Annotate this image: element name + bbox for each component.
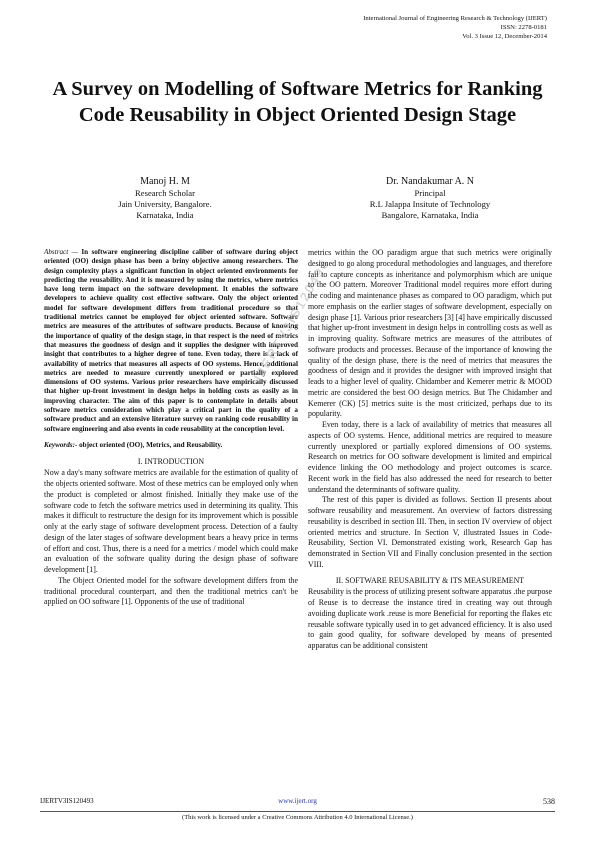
footer-page-number: 538 — [543, 797, 555, 806]
author-1 — [80, 175, 250, 221]
footer-license: (This work is licensed under a Creative Commons Attribution 4.0 International License.) — [182, 814, 413, 821]
right-paragraph-3: The rest of this paper is divided as follows. Section II presents about software reusability and measurement. An overview of factors distressing reusability is described in section III. Then, in section IV overview of object oriented metrics and structure. In Section V, illustrated Issues in Code-Reusability, Section VI. Demonstrated existing work, Research Gap has demonstrated in Section VII and Finally conclusion presented in the section VIII. — [308, 495, 552, 569]
author-1-affiliation: Jain University, Bangalore. — [118, 199, 212, 209]
intro-paragraph-2: The Object Oriented model for the software development differs from the traditional procedural counterpart, and then the traditional metrics can't be applied on OO software [1]. Opponents of the use of traditional — [44, 575, 298, 607]
author-2-role: Principal — [414, 188, 446, 198]
author-2 — [340, 175, 520, 221]
journal-volume: Vol. 3 Issue 12, December-2014 — [462, 33, 547, 41]
journal-name: International Journal of Engineering Research & Technology (IJERT) — [363, 15, 547, 22]
author-1-location: Karnataka, India — [136, 210, 194, 220]
keywords-text: object oriented (OO), Metrics, and Reusability. — [77, 440, 223, 449]
right-paragraph-1: metrics within the OO paradigm argue that such metrics were originally designed to go along procedural methodologies and languages, and therefore fail to capture concepts as inheritance and polymorphism which are unique to the OO pattern. Moreover Traditional model requires more effort during the coding and maintenance phases as compared to OO paradigm, which put more emphasis on the earlier stages of software development, especially on design phase [1]. Various prior researchers [3] [4] have empirically discussed that higher up-front investment in design helps in controlling costs as well as in improving quality. Software metrics are measures of the attributes of software products and processes. Because of the importance of knowing the quality of the design phase, there is the need of metrics that measures the goodness of design and it provides the designer with improved insight that leads to a higher level of quality. Chidamber and Kemerer metric & MOOD metric are considered the best OO design metrics. But The Chidamber and Kemerer (CK) [5] metrics suite is the most criticized, perhaps due to its popularity. — [308, 248, 552, 419]
journal-header — [363, 14, 547, 42]
author-2-name: Dr. Nandakumar A. N — [385, 176, 475, 187]
ijert-watermark: IJERTV3IS120493 — [250, 256, 333, 384]
author-1-role: Research Scholar — [135, 188, 195, 198]
paper-title: A Survey on Modelling of Software Metrics for Ranking Code Reusability in Object Oriented Design Stage — [52, 78, 543, 126]
footer-rule — [40, 811, 555, 812]
keywords-lead: Keywords:- — [44, 440, 78, 449]
right-column — [308, 248, 552, 652]
intro-paragraph-1: Now a day's many software metrics are available for the estimation of quality of the objects oriented software. Most of these metrics can be employed only when the product is completed or almost finished. Initially they make use of the software code to fetch the software metrics used in determining its quality. This makes it difficult to restructure the design for its improvement which is possible only at the early stage of software development process. Detection of a faulty design of the later stages of software development bears a heavy price in terms of effort and cost. Thus, there is a need for a metrics / model which could make an evaluation of the software quality during the design phase of software development [1]. — [44, 468, 298, 575]
footer-site-link[interactable]: www.ijert.org — [278, 797, 317, 805]
author-2-affiliation: R.L Jalappa Insitute of Technology — [369, 199, 491, 209]
keywords — [44, 440, 298, 451]
section-heading-introduction: I. INTRODUCTION — [137, 456, 205, 466]
author-1-name: Manoj H. M — [140, 176, 190, 187]
left-column — [44, 248, 298, 608]
footer-paper-id: IJERTV3IS120493 — [40, 797, 94, 805]
right-paragraph-2: Even today, there is a lack of availability of metrics that measures all aspects of OO systems. Hence, additional metrics are required to measure currently unexplored or partially explored dimensions of OO systems. Research on metrics for OO software development is limited and empirical evidence linking the OO methodology and project outcomes is scarce. Recent work in the field has also addressed the need for research to better understand the determinants of software quality. — [308, 420, 552, 494]
journal-issn: ISSN: 2278-0181 — [500, 24, 547, 32]
reusability-paragraph: Reusability is the process of utilizing present software apparatus .the purpose of Reuse is to decrease the instance tired in creating way out through avoiding duplicate work .reuse is more Beneficial for reporting the flakes etc reusable software typically used in to get advanced efficiency. It is also used to gain good quality, for software developed by means of presented apparatus can be additional consistent — [308, 587, 552, 650]
section-heading-reusability: II. SOFTWARE REUSABILITY & ITS MEASUREMENT — [335, 575, 525, 585]
abstract-lead: Abstract — — [44, 248, 82, 256]
abstract — [44, 248, 298, 434]
abstract-text: In software engineering discipline caliber of software during object oriented (OO) design phase has been a briny objective among researchers. The design complexity plays a significant function in object oriented environments for predicting the reusability. And it is measured by using the metrics, where metrics have long term impact on the software development. It enables the software developers to achieve quality cost effective software. Only the object oriented model for software development differs from traditional procedure so that traditional metrics cannot be employed for object oriented software. Software metrics are measures of the attributes of software products. Because of knowing the importance of quality of the design stage, in that respect is the need of metrics that measures the goodness of design and it supplies the designer with improved insight that contributes to a higher degree of tone. Even today, there is a lack of availability of metrics that measures all aspects of OO systems. Hence, additional metrics are needed to measure currently unexplored or partially explored dimensions of OO systems. Various prior researchers have empirically discussed that higher up-front investment in design helps in holding costs as easily as in improving character. The aim of this paper is to contemplate in details about software metrics consideration which play a critical part in the quality of a software product and an extensive literature survey on ranking code reusability in software engineering and also events in code reusability at the conception level. — [44, 248, 298, 433]
author-2-location: Bangalore, Karnataka, India — [381, 210, 479, 220]
